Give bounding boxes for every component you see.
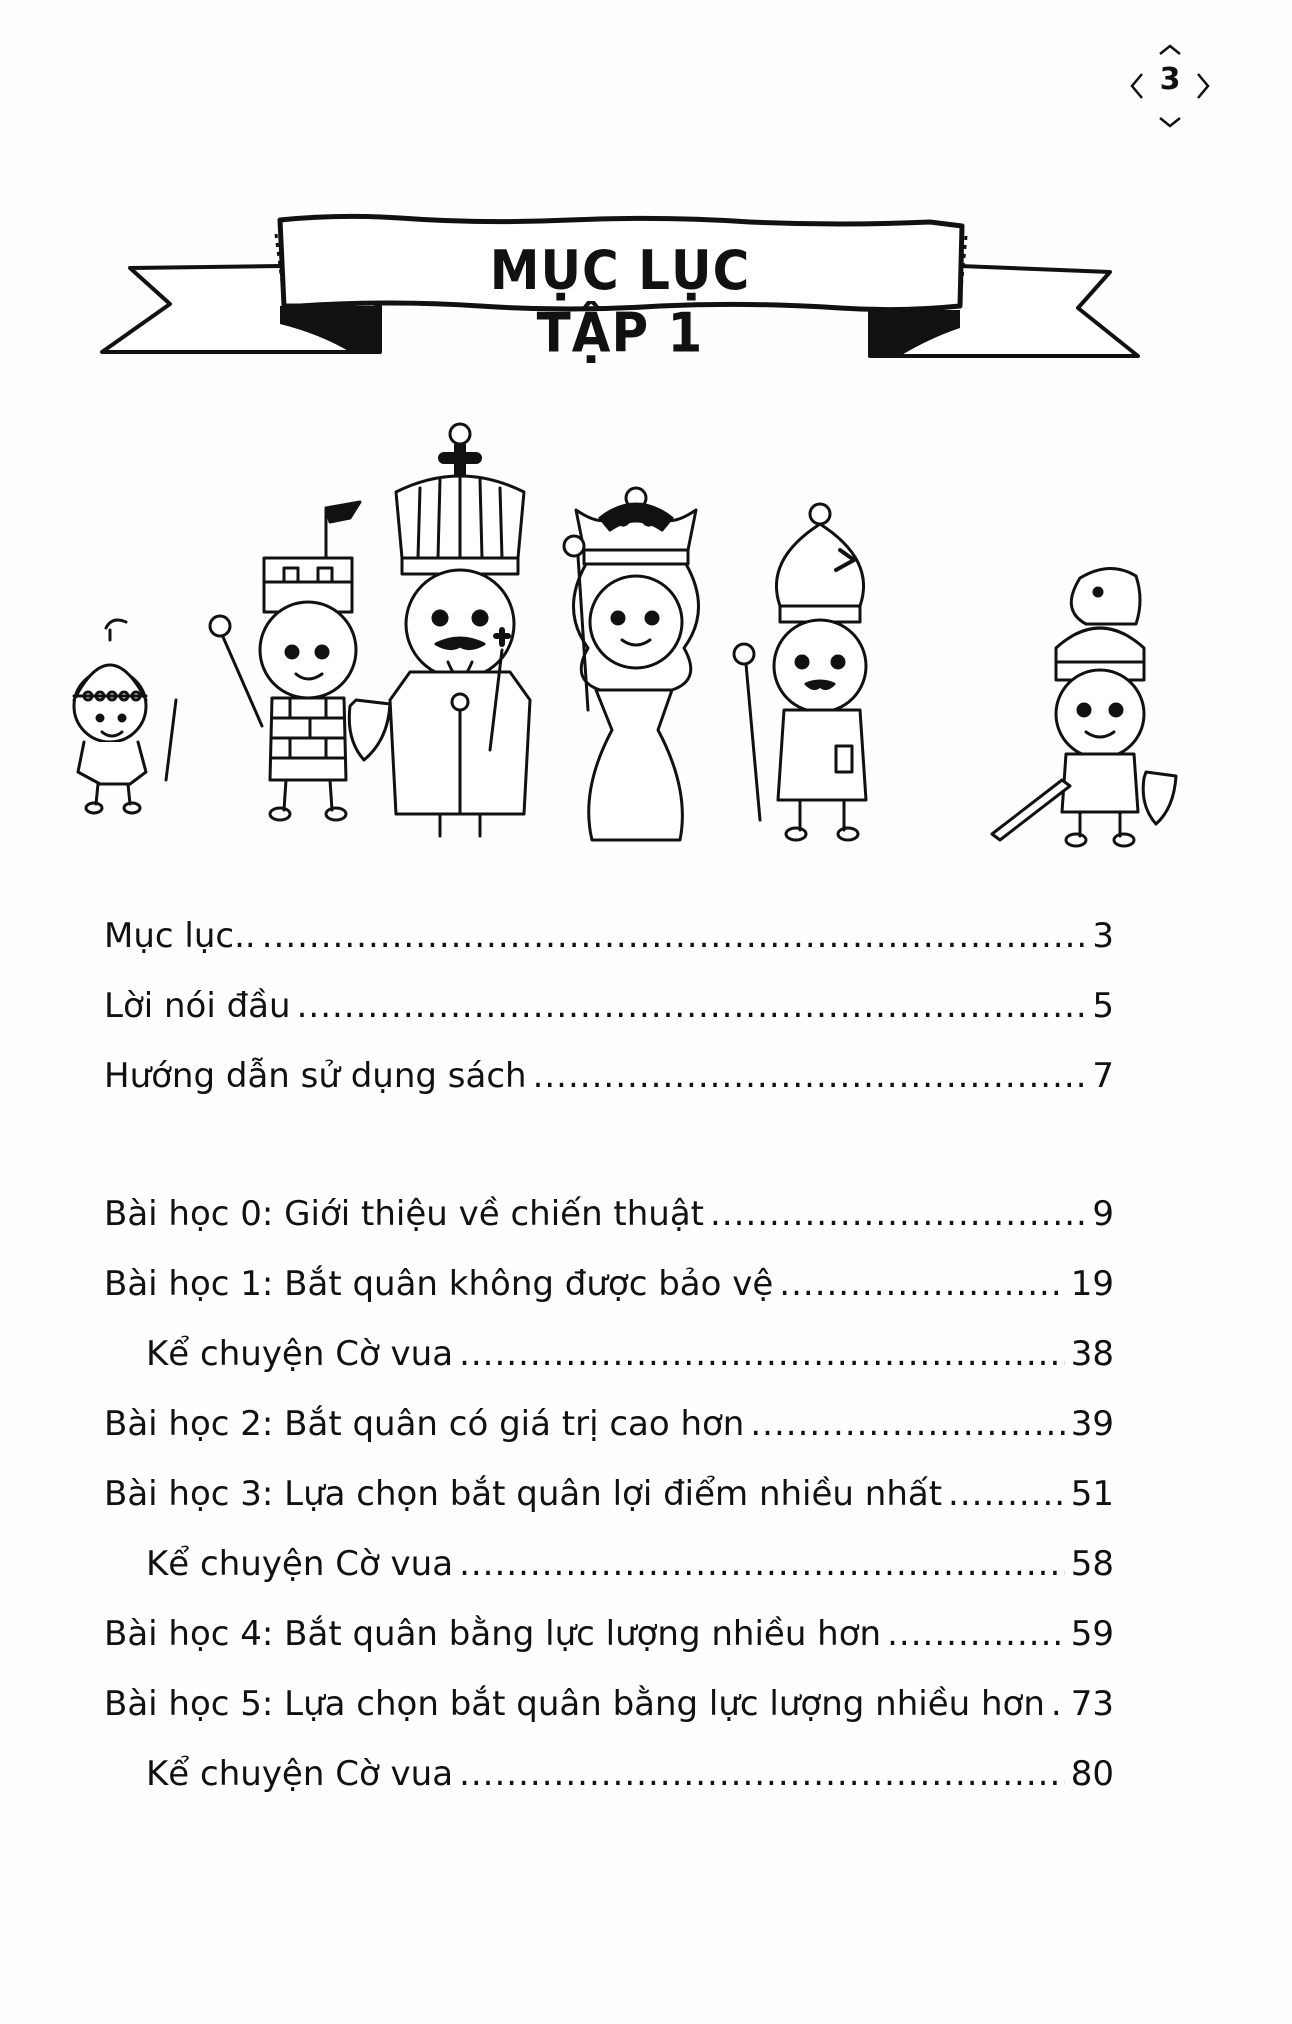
toc-entry-page: 58 xyxy=(1070,1544,1114,1584)
banner-title: MỤC LỤC TẬP 1 xyxy=(489,239,751,365)
toc-entry-title: Bài học 0: Giới thiệu về chiến thuật xyxy=(104,1194,705,1234)
page-number-ornament xyxy=(1128,44,1212,128)
king-character xyxy=(390,424,530,836)
toc-entry-page: 3 xyxy=(1092,916,1114,956)
toc-entry-loi-noi-dau[interactable] xyxy=(104,986,1114,1038)
pawn-character xyxy=(74,620,176,813)
toc-entry-lesson-4[interactable] xyxy=(104,1614,1114,1666)
chess-characters-illustration xyxy=(40,400,1250,860)
toc-entry-story-1[interactable] xyxy=(146,1334,1114,1386)
title-banner xyxy=(100,206,1140,376)
dot-leader xyxy=(459,1334,1065,1374)
toc-entry-muc-luc[interactable] xyxy=(104,916,1114,968)
toc-entry-title: Bài học 1: Bắt quân không được bảo vệ xyxy=(104,1264,774,1304)
toc-entry-title: Kể chuyện Cờ vua xyxy=(146,1754,454,1794)
toc-entry-page: 51 xyxy=(1070,1474,1114,1514)
toc-entry-title: Bài học 5: Lựa chọn bắt quân bằng lực lượng nhiều hơn xyxy=(104,1684,1045,1724)
toc-entry-title: Kể chuyện Cờ vua xyxy=(146,1334,454,1374)
toc-entry-lesson-2[interactable] xyxy=(104,1404,1114,1456)
dot-leader xyxy=(459,1544,1065,1584)
toc-entry-page: 73 xyxy=(1070,1684,1114,1724)
dot-leader xyxy=(297,986,1087,1026)
dot-leader xyxy=(533,1056,1087,1096)
toc-entry-story-3[interactable] xyxy=(146,1754,1114,1806)
dot-leader xyxy=(948,1474,1065,1514)
toc-entry-lesson-5[interactable] xyxy=(104,1684,1114,1736)
toc-entry-title: Kể chuyện Cờ vua xyxy=(146,1544,454,1584)
toc-entry-lesson-3[interactable] xyxy=(104,1474,1114,1526)
toc-entry-page: 38 xyxy=(1070,1334,1114,1374)
toc-entry-story-2[interactable] xyxy=(146,1544,1114,1596)
toc-entry-title: Lời nói đầu xyxy=(104,986,291,1026)
toc-entry-page: 7 xyxy=(1092,1056,1114,1096)
toc-entry-title: Bài học 2: Bắt quân có giá trị cao hơn xyxy=(104,1404,745,1444)
dot-leader xyxy=(1051,1684,1065,1724)
toc-entry-title: Hướng dẫn sử dụng sách xyxy=(104,1056,527,1096)
dot-leader xyxy=(262,916,1087,956)
dot-leader xyxy=(750,1404,1064,1444)
knight-character xyxy=(992,568,1176,846)
toc-entry-page: 59 xyxy=(1070,1614,1114,1654)
rook-character xyxy=(210,502,390,820)
toc-entry-page: 9 xyxy=(1092,1194,1114,1234)
toc-entry-page: 39 xyxy=(1070,1404,1114,1444)
toc-entry-page: 19 xyxy=(1070,1264,1114,1304)
queen-character xyxy=(564,488,699,840)
bishop-character xyxy=(734,504,866,840)
toc-entry-title: Bài học 4: Bắt quân bằng lực lượng nhiều hơn xyxy=(104,1614,882,1654)
dot-leader xyxy=(710,1194,1086,1234)
toc-entry-page: 80 xyxy=(1070,1754,1114,1794)
page-number: 3 xyxy=(1159,62,1181,97)
dot-leader xyxy=(887,1614,1065,1654)
dot-leader xyxy=(459,1754,1065,1794)
toc-entry-title: Bài học 3: Lựa chọn bắt quân lợi điểm nhiều nhất xyxy=(104,1474,943,1514)
toc-entry-lesson-0[interactable] xyxy=(104,1194,1114,1246)
toc-entry-huong-dan[interactable] xyxy=(104,1056,1114,1108)
toc-entry-title: Mục lục.. xyxy=(104,916,256,956)
toc-entry-page: 5 xyxy=(1092,986,1114,1026)
toc-entry-lesson-1[interactable] xyxy=(104,1264,1114,1316)
dot-leader xyxy=(779,1264,1064,1304)
